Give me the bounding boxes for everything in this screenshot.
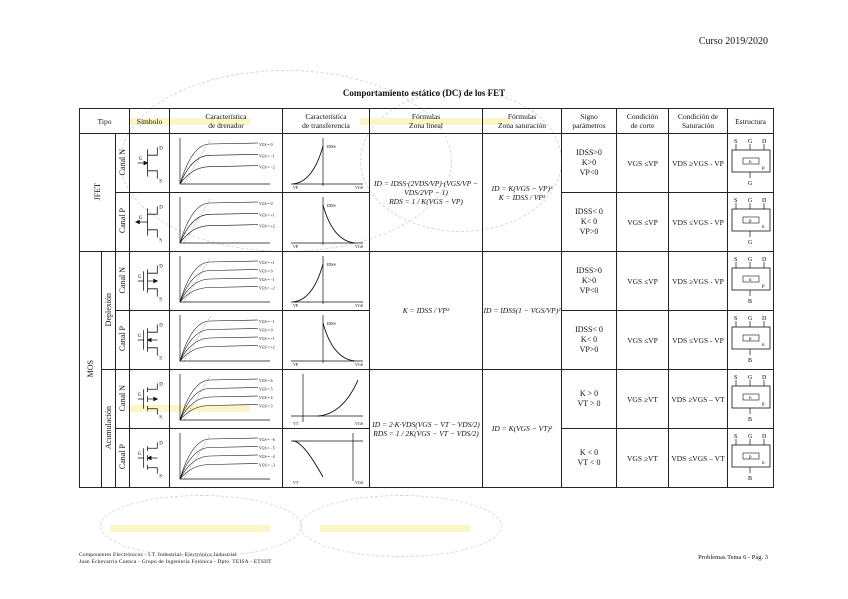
device-structure xyxy=(728,193,774,249)
sign-params: IDSS< 0 K< 0 VP>0 xyxy=(562,193,617,252)
pinch-locus xyxy=(184,140,210,184)
channel-label: Canal P xyxy=(116,193,130,252)
vgs-label: VGS = −2 xyxy=(259,286,275,291)
vgs-label: VGS = 6 xyxy=(259,379,273,383)
drain-curve xyxy=(180,396,258,420)
saturation-condition: VDS ≤VGS - VP xyxy=(669,193,728,252)
terminal-label: B xyxy=(748,299,753,305)
svg-text:G: G xyxy=(137,275,142,281)
pinch-locus xyxy=(184,317,210,361)
terminal-label: G xyxy=(748,181,753,187)
page-title: Comportamiento estático (DC) de los FET xyxy=(342,88,506,98)
vgs-label: VGS = −1 xyxy=(259,320,275,324)
drain-curve xyxy=(180,261,258,302)
terminal-label: D xyxy=(762,375,767,381)
saturation-condition: VDS ≤VGS – VT xyxy=(669,429,728,488)
vgs-label: VGS = 0 xyxy=(259,269,273,274)
terminal-label: D xyxy=(762,139,767,145)
idss-label: IDSS xyxy=(327,203,336,208)
sign-params: K > 0 VT > 0 xyxy=(562,370,617,429)
device-structure xyxy=(728,134,774,190)
structure-diagram xyxy=(728,429,774,488)
drain-curves xyxy=(170,193,283,249)
drain-curves xyxy=(170,429,283,485)
sign-params: K < 0 VT < 0 xyxy=(562,429,617,488)
pinch-label: VP xyxy=(293,244,299,249)
vgs-label: VGS = −1 xyxy=(259,278,275,282)
structure-diagram xyxy=(728,134,774,193)
channel-label: Canal P xyxy=(116,311,130,370)
drain-curve xyxy=(180,154,258,184)
header-sat-cond: Condición de Saturación xyxy=(669,109,728,134)
vgs-label: VGS = −3 xyxy=(259,463,275,468)
vgs-label: VGS = 4 xyxy=(259,396,273,400)
pinch-label: VT xyxy=(293,421,299,426)
drain-curve xyxy=(180,379,258,420)
terminal-label: S xyxy=(734,316,738,322)
transfer-characteristic xyxy=(283,429,370,488)
axis-label: VGS xyxy=(355,244,364,249)
vgs-label: VGS = 0 xyxy=(259,202,273,206)
cutoff-condition: VGS ≥VT xyxy=(617,370,669,429)
symbol-jfet-n xyxy=(130,134,170,193)
axis-label: VGS xyxy=(355,185,364,190)
channel-type: p xyxy=(749,337,752,342)
group-jfet: JFET xyxy=(80,134,116,252)
drain-curve xyxy=(180,225,258,243)
terminal-label: D xyxy=(762,434,767,440)
id-curve xyxy=(318,380,358,416)
device-structure xyxy=(728,429,774,485)
drain-curve xyxy=(180,337,258,361)
vgs-label: VGS = +2 xyxy=(259,224,275,229)
svg-text:D: D xyxy=(159,441,163,447)
terminal-label: D xyxy=(762,198,767,204)
sign-params: IDSS< 0 K< 0 VP>0 xyxy=(562,311,617,370)
drain-curve xyxy=(180,320,258,361)
drain-curves xyxy=(170,311,283,367)
transfer-curve xyxy=(283,134,370,190)
symbol-mos-dep-n xyxy=(130,252,170,311)
vgs-label: VGS = +2 xyxy=(259,345,275,350)
axis-label: VGS xyxy=(355,480,364,485)
vgs-label: VGS = 0 xyxy=(259,143,273,147)
acc-linear-formulas: ID = 2·K·VDS(VGS − VT − VDS/2) RDS = 1 / 2K(VGS − VT − VDS/2) xyxy=(370,370,483,488)
transfer-characteristic xyxy=(283,311,370,370)
channel-label: Canal N xyxy=(116,252,130,311)
cutoff-condition: VGS ≥VT xyxy=(617,429,669,488)
channel-label: Canal N xyxy=(116,134,130,193)
drain-curve xyxy=(180,278,258,302)
terminal-label: S xyxy=(734,257,738,263)
pinch-locus xyxy=(184,435,210,479)
pinch-label: VP xyxy=(293,362,299,367)
transfer-characteristic xyxy=(283,252,370,311)
id-curve xyxy=(293,264,323,302)
substrate-type: p xyxy=(762,166,765,171)
watermark-arc xyxy=(300,495,502,557)
vgs-label: VGS = +1 xyxy=(259,337,275,341)
substrate-type: n xyxy=(762,225,765,230)
symbol-mos-acc-n xyxy=(130,370,170,429)
axes xyxy=(180,138,270,184)
drain-curve xyxy=(180,166,258,184)
terminal-label: G xyxy=(748,198,753,204)
transfer-characteristic xyxy=(283,370,370,429)
header-simbolo: Símbolo xyxy=(130,109,170,134)
terminal-label: D xyxy=(762,316,767,322)
substrate-type: p xyxy=(762,402,765,407)
axes xyxy=(180,374,270,420)
structure-diagram xyxy=(728,252,774,311)
drain-characteristic xyxy=(170,193,283,252)
vgs-label: VGS = −4 xyxy=(259,455,275,459)
transfer-characteristic xyxy=(283,134,370,193)
group-acumulacion: Acumulación xyxy=(102,370,116,488)
axes xyxy=(291,433,363,481)
header-row xyxy=(80,109,774,134)
group-deplexion: Deplexión xyxy=(102,252,116,370)
header-lineal: Fórmulas Zona lineal xyxy=(370,109,483,134)
drain-curve xyxy=(180,455,258,479)
footer-line-2: Juan Echevarría Cuenca - Grupo de Ingeniería Fotónica - Dpto. TEISA - ETSIIT xyxy=(79,559,272,565)
acc-sat-formula: ID = K(VGS − VT)² xyxy=(483,370,562,488)
saturation-condition: VDS ≥VGS - VP xyxy=(669,252,728,311)
vgs-label: VGS = 0 xyxy=(259,328,273,333)
cutoff-condition: VGS ≤VP xyxy=(617,311,669,370)
drain-curve xyxy=(180,143,258,184)
cutoff-condition: VGS ≤VP xyxy=(617,252,669,311)
device-structure xyxy=(728,252,774,308)
svg-text:G: G xyxy=(138,157,143,163)
drain-characteristic xyxy=(170,429,283,488)
course-year: Curso 2019/2020 xyxy=(698,36,768,47)
transfer-curve xyxy=(283,429,370,485)
svg-text:D: D xyxy=(159,205,163,211)
pinch-locus xyxy=(184,258,210,302)
pinch-locus xyxy=(184,376,210,420)
device-structure xyxy=(728,370,774,426)
symbol-mos-acc-p xyxy=(130,429,170,488)
saturation-condition: VDS ≥VGS - VP xyxy=(669,134,728,193)
terminal-label: G xyxy=(748,316,753,322)
drain-curve xyxy=(180,438,258,479)
svg-text:D: D xyxy=(159,323,163,329)
drain-characteristic xyxy=(170,311,283,370)
svg-text:S: S xyxy=(159,297,162,303)
transfer-curve xyxy=(283,370,370,426)
pinch-label: VP xyxy=(293,185,299,190)
axes xyxy=(291,374,363,422)
axes xyxy=(180,433,270,479)
saturation-condition: VDS ≤VGS - VP xyxy=(669,311,728,370)
row-dep-n xyxy=(80,252,774,311)
id-curve xyxy=(323,205,355,243)
drain-curves xyxy=(170,370,283,426)
jfet-linear-formulas: ID = IDSS·(2VDS/VP)·(VGS/VP − VDS/2VP − 1) RDS = 1 / K(VGS − VP) xyxy=(370,134,483,252)
channel-label: Canal P xyxy=(116,429,130,488)
channel-type: n xyxy=(749,278,752,283)
idss-label: IDSS xyxy=(327,144,336,149)
sign-params: IDSS>0 K>0 VP<0 xyxy=(562,134,617,193)
dep-sat-formula: ID = IDSS(1 − VGS/VP)² xyxy=(483,252,562,370)
svg-text:G: G xyxy=(137,334,142,340)
transfer-curve xyxy=(283,252,370,308)
header-estructura: Estructura xyxy=(728,109,774,134)
pinch-label: VT xyxy=(293,480,299,485)
terminal-label: S xyxy=(734,139,738,145)
vgs-label: VGS = −6 xyxy=(259,438,275,442)
svg-text:D: D xyxy=(159,382,163,388)
substrate-type: p xyxy=(762,284,765,289)
device-structure xyxy=(728,311,774,367)
drain-curve xyxy=(180,202,258,243)
svg-text:S: S xyxy=(159,474,162,480)
structure-diagram xyxy=(728,193,774,252)
drain-curves xyxy=(170,134,283,190)
svg-text:D: D xyxy=(159,146,163,152)
channel-type: p xyxy=(749,219,752,224)
header-corte: Condición de corte xyxy=(617,109,669,134)
terminal-label: B xyxy=(748,476,753,482)
header-saturacion: Fórmulas Zona saturación xyxy=(483,109,562,134)
page-number: Problemas Tema 6 - Pág. 3 xyxy=(698,554,768,561)
terminal-label: G xyxy=(748,257,753,263)
header-transferencia: Característica de transferencia xyxy=(283,109,370,134)
id-curve xyxy=(293,146,323,184)
substrate-type: n xyxy=(762,343,765,348)
transfer-curve xyxy=(283,311,370,367)
axis-label: VGS xyxy=(355,362,364,367)
saturation-condition: VDS ≥VGS – VT xyxy=(669,370,728,429)
row-acc-n xyxy=(80,370,774,429)
footer-line-1: Componentes Electrónicos - I.T. Industrial- Electrónica Industrial xyxy=(79,552,237,558)
row-jfet-n xyxy=(80,134,774,193)
terminal-label: B xyxy=(748,417,753,423)
drain-curve xyxy=(180,213,258,243)
structure-diagram xyxy=(728,311,774,370)
fet-table xyxy=(79,108,774,488)
idss-label: IDSS xyxy=(327,321,336,326)
drain-characteristic xyxy=(170,252,283,311)
terminal-label: B xyxy=(748,358,753,364)
terminal-label: G xyxy=(748,434,753,440)
sign-params: IDSS>0 K>0 VP<0 xyxy=(562,252,617,311)
channel-type: n xyxy=(749,160,752,165)
vgs-label: VGS = −2 xyxy=(259,165,275,170)
header-drenador: Característica de drenador xyxy=(170,109,283,134)
idss-label: IDSS xyxy=(327,262,336,267)
svg-text:G: G xyxy=(137,452,142,458)
header-tipo: Tipo xyxy=(80,109,130,134)
drain-characteristic xyxy=(170,370,283,429)
vgs-label: VGS = −1 xyxy=(259,154,275,159)
dep-linear-formula: K = IDSS / VP² xyxy=(370,252,483,370)
pinch-label: VP xyxy=(293,303,299,308)
symbol-mos-dep-p xyxy=(130,311,170,370)
terminal-label: G xyxy=(748,375,753,381)
drain-characteristic xyxy=(170,134,283,193)
symbol-jfet-p xyxy=(130,193,170,252)
axis-label: VGS xyxy=(355,421,364,426)
watermark-arc xyxy=(100,495,302,557)
vgs-label: VGS = 5 xyxy=(259,387,273,392)
terminal-label: G xyxy=(748,240,753,246)
axes xyxy=(180,315,270,361)
structure-diagram xyxy=(728,370,774,429)
svg-text:S: S xyxy=(159,356,162,362)
svg-text:G: G xyxy=(137,393,142,399)
terminal-label: G xyxy=(748,139,753,145)
terminal-label: D xyxy=(762,257,767,263)
svg-text:S: S xyxy=(159,238,162,244)
vgs-label: VGS = −5 xyxy=(259,446,275,451)
vgs-label: VGS = +1 xyxy=(259,261,275,265)
terminal-label: S xyxy=(734,434,738,440)
svg-text:S: S xyxy=(159,415,162,421)
cutoff-condition: VGS ≤VP xyxy=(617,193,669,252)
svg-text:S: S xyxy=(159,179,162,185)
transfer-curve xyxy=(283,193,370,249)
id-curve xyxy=(323,323,355,361)
id-curve xyxy=(293,441,323,477)
cutoff-condition: VGS ≤VP xyxy=(617,134,669,193)
pinch-locus xyxy=(184,199,210,243)
axes xyxy=(180,197,270,243)
footer-credits xyxy=(79,552,272,566)
substrate-type: n xyxy=(762,461,765,466)
svg-text:G: G xyxy=(138,216,143,222)
terminal-label: S xyxy=(734,375,738,381)
drain-curves xyxy=(170,252,283,308)
channel-type: p xyxy=(749,455,752,460)
vgs-label: VGS = 3 xyxy=(259,404,273,409)
vgs-label: VGS = +1 xyxy=(259,213,275,218)
svg-text:D: D xyxy=(159,264,163,270)
terminal-label: S xyxy=(734,198,738,204)
axis-label: VGS xyxy=(355,303,364,308)
channel-type: n xyxy=(749,396,752,401)
transfer-characteristic xyxy=(283,193,370,252)
axes xyxy=(180,256,270,302)
channel-label: Canal N xyxy=(116,370,130,429)
group-mos: MOS xyxy=(80,252,102,488)
header-signo: Signo parámetros xyxy=(562,109,617,134)
jfet-sat-formulas: ID = K(VGS − VP)² K = IDSS / VP² xyxy=(483,134,562,252)
